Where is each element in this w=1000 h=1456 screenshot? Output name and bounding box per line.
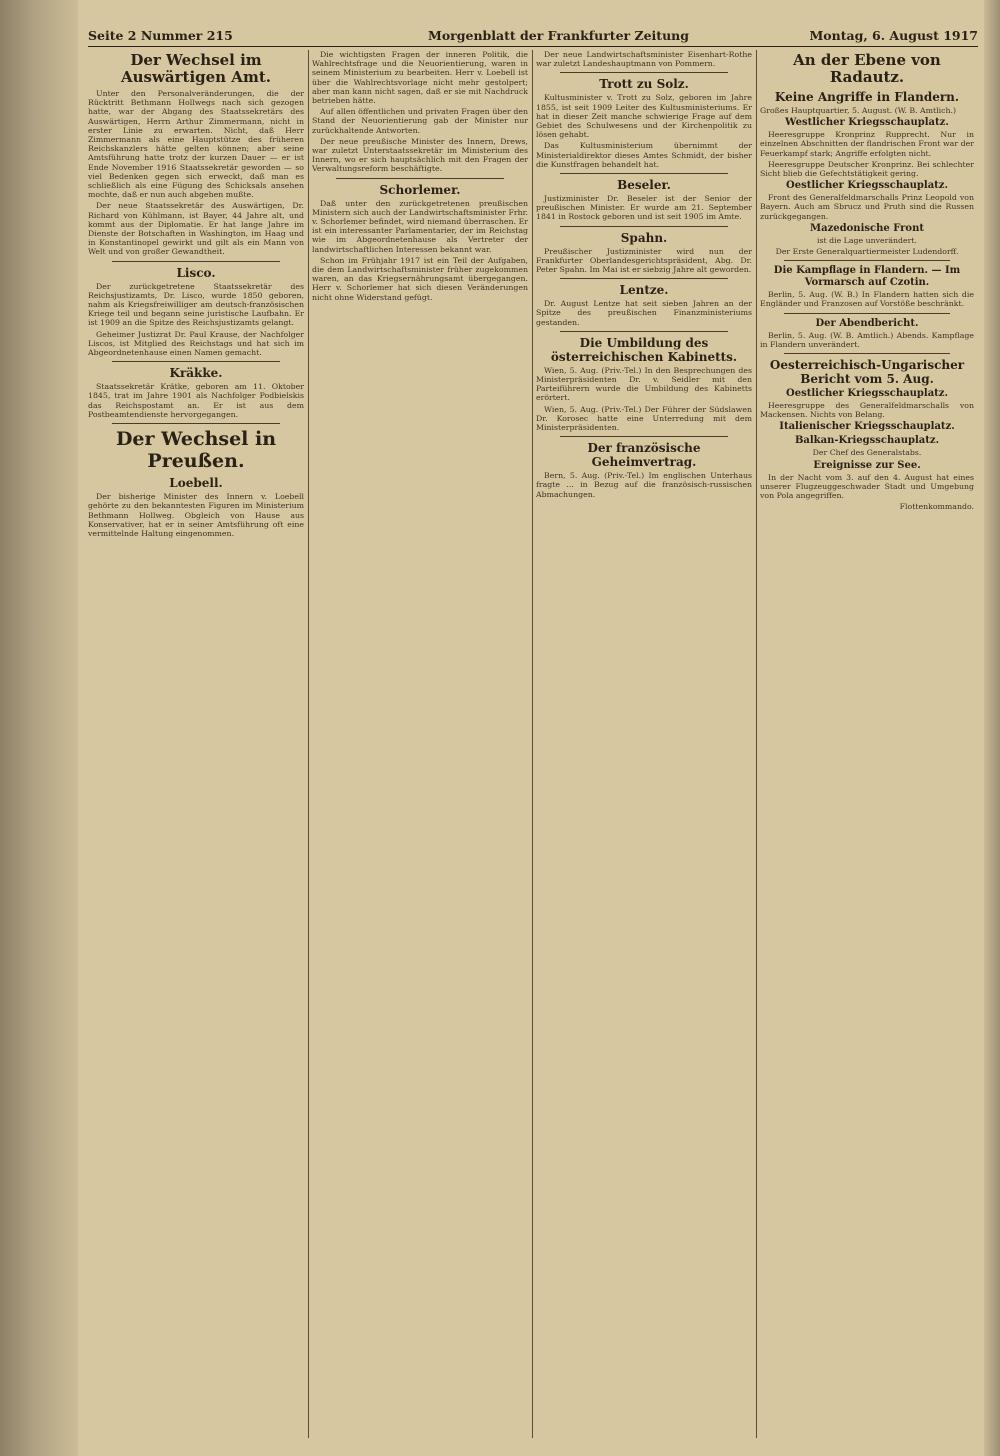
subheading: Mazedonische Front: [810, 222, 924, 234]
separator: [112, 261, 280, 262]
dispatch-paragraph: Bern, 5. Aug. (Priv.-Tel.) Im englischen Unterhaus fragte ... in Bezug auf die französisch-russischen Abmachungen.: [536, 471, 752, 499]
article-headline: Der Wechsel im Auswärtigen Amt.: [121, 51, 271, 86]
column-rule: [756, 50, 757, 1438]
section-headline: Lentze.: [619, 283, 669, 298]
separator: [560, 173, 728, 174]
column-3: [536, 50, 752, 1438]
subheading: Oestlicher Kriegsschauplatz.: [786, 388, 948, 400]
article-paragraph: Der neue Staatssekretär des Auswärtigen, Dr. Richard von Kühlmann, ist Bayer, 44 Jahre alt, und kommt aus der Diplomatie. Er hat lange Jahre im Dienste der Botschaften in Washington, im Haag und in Konstantinopel gewirkt und gilt als ein Mann von Welt und von großer Gewandtheit.: [88, 201, 304, 257]
separator: [784, 353, 950, 354]
article-paragraph: ist die Lage unverändert.: [817, 235, 917, 245]
article-paragraph: Die wichtigsten Fragen der inneren Politik, die Wahlrechtsfrage und die Neuorientierung, waren in seinem Ministerium zu bearbeiten. Herr v. Loebell ist über die Wahlrechtsvorlage nicht mehr gestolpert; aber man kann nicht sagen, daß er sie mit Nachdruck betrieben hätte.: [312, 50, 528, 106]
page-number: Seite 2 Nummer 215: [88, 28, 233, 43]
article-paragraph: Unter den Personalveränderungen, die der Rücktritt Bethmann Hollwegs nach sich gezogen hatte, war der Abgang des Staatssekretärs des Auswärtigen, Herrn Arthur Zimmermann, nicht in erster Linie zu erwarten. Nicht, daß Herr Zimmermann als eine Hauptstütze des früheren Reichskanzlers hätte gelten können; aber seine Amtsführung hatte trotz der kurzen Dauer — er ist Ende November 1916 Staatssekretär geworden — so viel Bedenken gegen sich erweckt, daß man es schließlich als eine Fügung des Schicksals ansehen mochte, daß er nun auch abgehen mußte.: [88, 89, 304, 200]
signature-line: Der Erste Generalquartiermeister Ludendorff.: [775, 247, 959, 257]
column-1: [88, 50, 304, 1438]
dispatch-paragraph: Wien, 5. Aug. (Priv.-Tel.) Der Führer der Südslawen Dr. Korosec hatte eine Unterredung mit dem Ministerpräsidenten.: [536, 404, 752, 433]
column-2: [312, 50, 528, 1438]
separator: [784, 313, 950, 314]
article-paragraph: In der Nacht vom 3. auf den 4. August hat eines unserer Flugzeuggeschwader Stadt und Umgebung von Pola angegriffen.: [760, 472, 974, 501]
column-4: [760, 50, 974, 1438]
article-paragraph: Der zurückgetretene Staatssekretär des Reichsjustizamts, Dr. Lisco, wurde 1850 geboren, nahm als Kriegsfreiwilliger am deutsch-französischen Kriege teil und begann seine juristische Laufbahn. Er ist 1909 an die Spitze des Reichsjustizamts gelangt.: [88, 281, 304, 328]
separator: [336, 178, 504, 179]
dispatch-dateline: Großes Hauptquartier, 5. August. (W. B. Amtlich.): [760, 106, 957, 115]
section-headline: Oesterreichisch-Ungarischer Bericht vom 5. Aug.: [769, 358, 965, 387]
article-paragraph: Heeresgruppe des Generalfeldmarschalls von Mackensen. Nichts von Belang.: [760, 401, 974, 420]
article-paragraph: Berlin, 5. Aug. (W. B. Amtlich.) Abends. Kampflage in Flandern unverändert.: [760, 330, 974, 349]
separator: [560, 436, 728, 437]
separator: [560, 72, 728, 73]
article-paragraph: Schon im Frühjahr 1917 ist ein Teil der Aufgaben, die dem Landwirtschaftsminister früher zugekommen waren, an das Kriegsernährungsamt übergegangen. Herr v. Schorlemer hat sich diesen Veränderungen nicht ohne Widerstand gefügt.: [312, 255, 528, 302]
section-headline: Keine Angriffe in Flandern.: [774, 90, 960, 104]
masthead: Morgenblatt der Frankfurter Zeitung: [428, 28, 689, 43]
article-headline: An der Ebene von Radautz.: [793, 51, 941, 86]
signature-line: Flottenkommando.: [899, 502, 974, 512]
separator: [560, 278, 728, 279]
page-header: [88, 24, 978, 47]
subheading: Italienischer Kriegsschauplatz.: [779, 421, 955, 433]
subheading: Balkan-Kriegsschauplatz.: [794, 435, 940, 447]
page-edge: [984, 0, 1000, 1456]
article-paragraph: Der neue preußische Minister des Innern, Drews, war zuletzt Unterstaatssekretär im Ministerium des Innern, wo er sich hauptsächlich mit den Fragen der Verwaltungsreform beschäftigte.: [312, 136, 528, 174]
article-paragraph: Heeresgruppe Deutscher Kronprinz. Bei schlechter Sicht blieb die Gefechtstätigkeit gering.: [760, 159, 974, 179]
subheading: Die Kampflage in Flandern. — Im Vormarsch auf Czotin.: [773, 265, 961, 289]
article-paragraph: Dr. August Lentze hat seit sieben Jahren an der Spitze des preußischen Finanzministeriums gestanden.: [536, 299, 752, 327]
article-headline: Der Wechsel in Preußen.: [115, 428, 277, 473]
article-paragraph: Das Kultusministerium übernimmt der Ministerialdirektor dieses Amtes Schmidt, der bisher die Kunstfragen behandelt hat.: [536, 141, 752, 169]
article-paragraph: Preußischer Justizminister wird nun der Frankfurter Oberlandesgerichtspräsident, Abg. Dr. Peter Spahn. Im Mai ist er siebzig Jahre alt geworden.: [536, 246, 752, 275]
subheading: Oestlicher Kriegsschauplatz.: [786, 180, 948, 192]
subheading: Ereignisse zur See.: [813, 459, 921, 471]
section-headline: Lisco.: [176, 265, 216, 280]
section-headline: Beseler.: [617, 178, 671, 193]
separator: [112, 361, 280, 362]
section-headline: Die Umbildung des österreichischen Kabinetts.: [550, 335, 738, 364]
article-paragraph: Kultusminister v. Trott zu Solz, geboren im Jahre 1855, ist seit 1909 Leiter des Kultusministeriums. Er hat in dieser Zeit manche schwierige Frage auf dem Gebiet des Schulwesens und der Kirchenpolitik zu lösen gehabt.: [536, 93, 752, 140]
dispatch-paragraph: Wien, 5. Aug. (Priv.-Tel.) In den Besprechungen des Ministerpräsidenten Dr. v. Seidler mit den Parteiführern wurde die Umbildung des Kabinetts erörtert.: [536, 365, 752, 403]
article-paragraph: Justizminister Dr. Beseler ist der Senior der preußischen Minister. Er wurde am 21. September 1841 in Rostock geboren und ist seit 1905 im Amte.: [536, 194, 752, 222]
separator: [112, 423, 280, 424]
section-headline: Kräkke.: [169, 366, 223, 381]
separator: [560, 331, 728, 332]
section-headline: Trott zu Solz.: [599, 77, 689, 92]
subheading: Westlicher Kriegsschauplatz.: [785, 117, 949, 129]
separator: [560, 226, 728, 227]
article-paragraph: Auf allen öffentlichen und privaten Fragen über den Stand der Neuorientierung gab der Minister nur zurückhaltende Antworten.: [312, 107, 528, 135]
section-headline: Schorlemer.: [379, 182, 461, 197]
article-paragraph: Geheimer Justizrat Dr. Paul Krause, der Nachfolger Liscos, ist Mitglied des Reichstags und hat sich im Abgeordnetenhause einen Namen gemacht.: [88, 329, 304, 358]
column-rule: [308, 50, 309, 1438]
section-headline: Spahn.: [620, 230, 668, 245]
article-paragraph: Heeresgruppe Kronprinz Rupprecht. Nur in einzelnen Abschnitten der flandrischen Front war der Feuerkampf stark; Angriffe erfolgten nicht.: [760, 130, 974, 158]
subheading: Der Abendbericht.: [815, 317, 919, 329]
article-paragraph: Der neue Landwirtschaftsminister Eisenhart-Rothe war zuletzt Landeshauptmann von Pommern.: [536, 50, 752, 69]
article-paragraph: Der bisherige Minister des Innern v. Loebell gehörte zu den bekanntesten Figuren im Ministerium Bethmann Hollweg. Obgleich von Hause aus Konservativer, hat er in seiner Amtsführung oft eine vermittelnde Haltung eingenommen.: [88, 492, 304, 538]
section-headline: Der französische Geheimvertrag.: [587, 441, 701, 470]
article-paragraph: Daß unter den zurückgetretenen preußischen Ministern sich auch der Landwirtschaftsminister Frhr. v. Schorlemer befindet, wird niemand überraschen. Er ist ein interessanter Parlamentarier, der im Reichstag wie im Abgeordnetenhause als Vertreter der landwirtschaftlichen Interessen bekannt war.: [312, 198, 528, 254]
column-rule: [532, 50, 533, 1438]
article-paragraph: Berlin, 5. Aug. (W. B.) In Flandern hatten sich die Engländer und Franzosen auf Vorstöße beschränkt.: [760, 290, 974, 309]
issue-date: Montag, 6. August 1917: [809, 28, 978, 43]
binding-gutter: [0, 0, 78, 1456]
article-paragraph: Front des Generalfeldmarschalls Prinz Leopold von Bayern. Auch am Sbrucz und Pruth sind die Russen zurückgegangen.: [760, 193, 974, 221]
separator: [784, 260, 950, 261]
article-paragraph: Staatssekretär Krätke, geboren am 11. Oktober 1845, trat im Jahre 1901 als Nachfolger Podbielskis das Reichspostamt an. Er ist aus dem Postbeamtendienste hervorgegangen.: [88, 382, 304, 419]
section-headline: Loebell.: [169, 476, 223, 491]
signature-line: Der Chef des Generalstabs.: [812, 448, 922, 458]
